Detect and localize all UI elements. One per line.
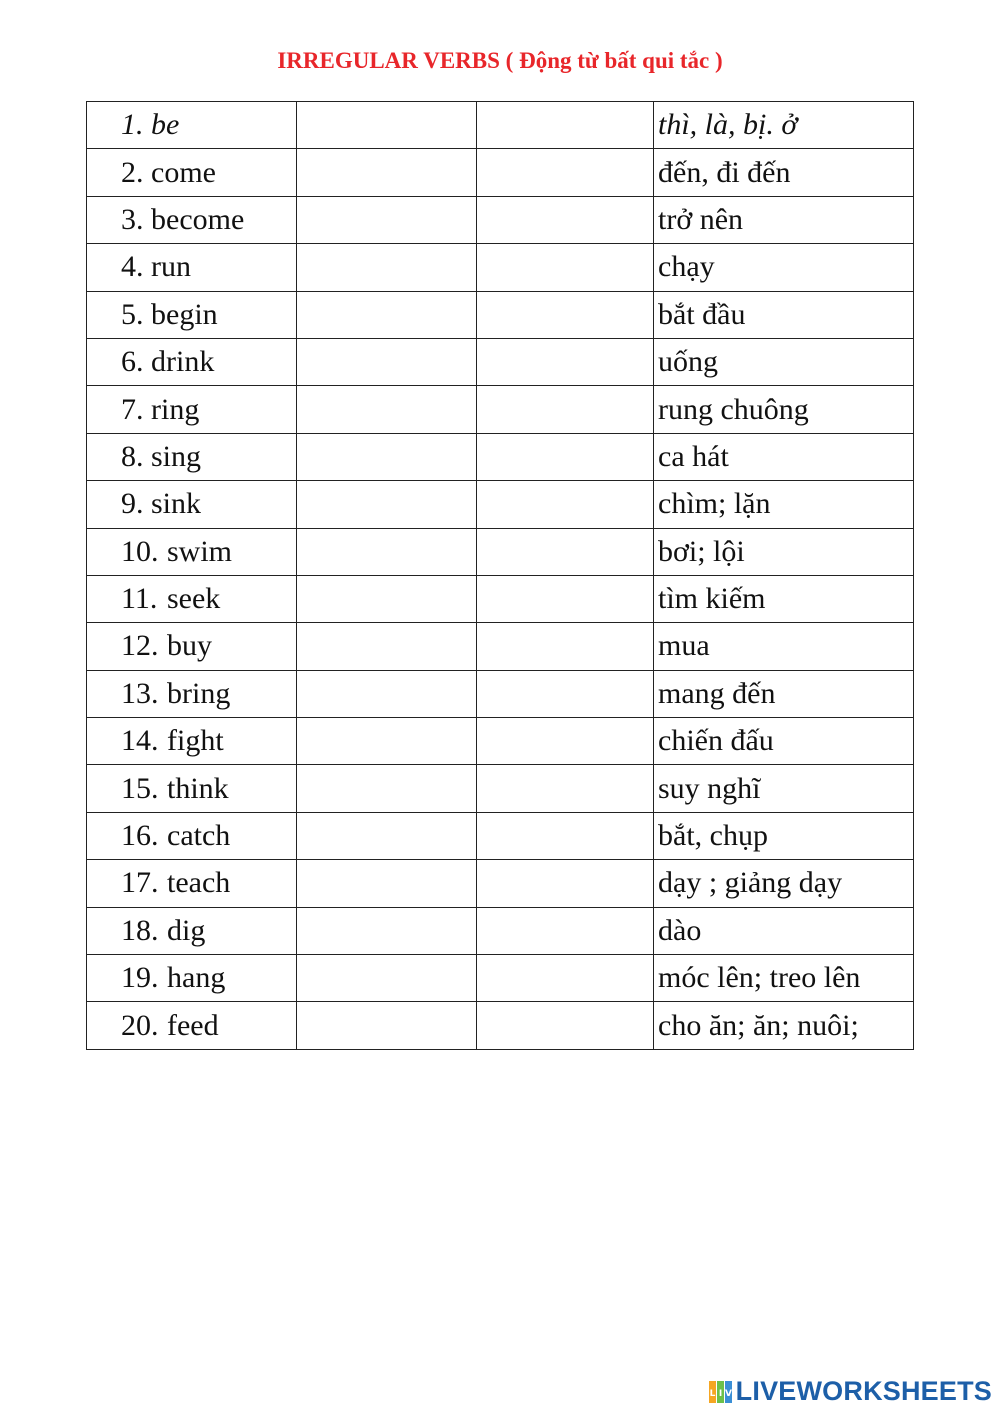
meaning-cell: bắt, chụp (654, 812, 914, 859)
past-simple-answer-cell[interactable] (297, 1002, 477, 1049)
past-participle-answer-cell[interactable] (477, 860, 654, 907)
base-verb: teach (167, 866, 231, 900)
liveworksheets-logo-icon (708, 1379, 734, 1405)
table-row (87, 386, 914, 433)
verb-cell (87, 433, 297, 480)
table-row (87, 718, 914, 765)
verb-cell (87, 481, 297, 528)
table-row (87, 670, 914, 717)
verb-cell (87, 386, 297, 433)
row-number: 16. (121, 819, 159, 853)
verb-cell (87, 860, 297, 907)
past-simple-answer-cell[interactable] (297, 528, 477, 575)
past-simple-answer-cell[interactable] (297, 244, 477, 291)
base-verb: sing (151, 439, 202, 473)
verb-cell (87, 812, 297, 859)
brand-footer (708, 1376, 992, 1407)
meaning-cell: bắt đầu (654, 291, 914, 338)
base-verb: buy (167, 629, 212, 663)
svg-text:L: L (709, 1388, 716, 1399)
verb-cell (87, 102, 297, 149)
verb-cell (87, 1002, 297, 1049)
past-participle-answer-cell[interactable] (477, 102, 654, 149)
past-simple-answer-cell[interactable] (297, 196, 477, 243)
verbs-table-body (87, 102, 914, 1050)
meaning-cell: trở nên (654, 196, 914, 243)
verb-cell (87, 623, 297, 670)
past-participle-answer-cell[interactable] (477, 386, 654, 433)
meaning-cell: thì, là, bị. ở (654, 102, 914, 149)
verb-cell (87, 718, 297, 765)
row-number: 14. (121, 724, 159, 758)
base-verb: fight (167, 724, 224, 758)
past-participle-answer-cell[interactable] (477, 1002, 654, 1049)
meaning-cell: cho ăn; ăn; nuôi; (654, 1002, 914, 1049)
verbs-table (86, 101, 914, 1050)
base-verb: begin (151, 297, 218, 331)
meaning-cell: mua (654, 623, 914, 670)
row-number: 13. (121, 676, 159, 710)
base-verb: catch (167, 819, 231, 853)
table-row (87, 907, 914, 954)
past-participle-answer-cell[interactable] (477, 528, 654, 575)
verb-cell (87, 575, 297, 622)
past-participle-answer-cell[interactable] (477, 481, 654, 528)
row-number: 10. (121, 534, 159, 568)
past-simple-answer-cell[interactable] (297, 102, 477, 149)
base-verb: drink (151, 345, 215, 379)
row-number: 20. (121, 1008, 159, 1042)
table-row (87, 812, 914, 859)
row-number: 8. (121, 439, 144, 473)
meaning-cell: dào (654, 907, 914, 954)
base-verb: feed (167, 1008, 219, 1042)
past-participle-answer-cell[interactable] (477, 433, 654, 480)
verb-cell (87, 196, 297, 243)
meaning-cell: đến, đi đến (654, 149, 914, 196)
table-row (87, 623, 914, 670)
past-participle-answer-cell[interactable] (477, 196, 654, 243)
verb-cell (87, 670, 297, 717)
table-row (87, 338, 914, 385)
table-row (87, 102, 914, 149)
past-simple-answer-cell[interactable] (297, 907, 477, 954)
table-row (87, 765, 914, 812)
meaning-cell: chiến đấu (654, 718, 914, 765)
base-verb: ring (151, 392, 200, 426)
base-verb: be (151, 108, 180, 142)
row-number: 19. (121, 961, 159, 995)
verb-cell (87, 149, 297, 196)
past-simple-answer-cell[interactable] (297, 575, 477, 622)
table-row (87, 575, 914, 622)
verb-cell (87, 338, 297, 385)
past-participle-answer-cell[interactable] (477, 244, 654, 291)
past-participle-answer-cell[interactable] (477, 670, 654, 717)
row-number: 12. (121, 629, 159, 663)
past-participle-answer-cell[interactable] (477, 149, 654, 196)
past-participle-answer-cell[interactable] (477, 575, 654, 622)
row-number: 4. (121, 250, 144, 284)
svg-text:V: V (724, 1388, 732, 1399)
past-simple-answer-cell[interactable] (297, 765, 477, 812)
row-number: 9. (121, 487, 144, 521)
table-row (87, 196, 914, 243)
row-number: 1. (121, 108, 144, 142)
meaning-cell: móc lên; treo lên (654, 955, 914, 1002)
past-participle-answer-cell[interactable] (477, 955, 654, 1002)
past-simple-answer-cell[interactable] (297, 386, 477, 433)
past-simple-answer-cell[interactable] (297, 481, 477, 528)
row-number: 3. (121, 202, 144, 236)
meaning-cell: ca hát (654, 433, 914, 480)
meaning-cell: chìm; lặn (654, 481, 914, 528)
table-row (87, 149, 914, 196)
base-verb: run (151, 250, 191, 284)
base-verb: sink (151, 487, 202, 521)
row-number: 2. (121, 155, 144, 189)
base-verb: bring (167, 676, 231, 710)
past-participle-answer-cell[interactable] (477, 907, 654, 954)
base-verb: swim (167, 534, 233, 568)
past-participle-answer-cell[interactable] (477, 338, 654, 385)
table-row (87, 481, 914, 528)
verb-cell (87, 955, 297, 1002)
table-row (87, 955, 914, 1002)
row-number: 18. (121, 913, 159, 947)
past-simple-answer-cell[interactable] (297, 623, 477, 670)
base-verb: dig (167, 913, 206, 947)
verb-cell (87, 907, 297, 954)
meaning-cell: suy nghĩ (654, 765, 914, 812)
past-simple-answer-cell[interactable] (297, 670, 477, 717)
svg-text:I: I (718, 1388, 722, 1399)
past-simple-answer-cell[interactable] (297, 812, 477, 859)
table-row (87, 433, 914, 480)
meaning-cell: mang đến (654, 670, 914, 717)
meaning-cell: rung chuông (654, 386, 914, 433)
meaning-cell: uống (654, 338, 914, 385)
row-number: 17. (121, 866, 159, 900)
past-simple-answer-cell[interactable] (297, 291, 477, 338)
table-row (87, 860, 914, 907)
past-participle-answer-cell[interactable] (477, 765, 654, 812)
verb-cell (87, 291, 297, 338)
verb-cell (87, 528, 297, 575)
verb-cell (87, 244, 297, 291)
row-number: 5. (121, 297, 144, 331)
table-row (87, 244, 914, 291)
past-simple-answer-cell[interactable] (297, 433, 477, 480)
base-verb: hang (167, 961, 226, 995)
row-number: 11. (121, 582, 158, 616)
past-simple-answer-cell[interactable] (297, 860, 477, 907)
page-title: IRREGULAR VERBS ( Động từ bất qui tắc ) (277, 48, 723, 73)
past-simple-answer-cell[interactable] (297, 149, 477, 196)
table-row (87, 291, 914, 338)
verb-cell (87, 765, 297, 812)
past-participle-answer-cell[interactable] (477, 291, 654, 338)
brand-text: LIVEWORKSHEETS (735, 1376, 992, 1406)
table-row (87, 528, 914, 575)
past-simple-answer-cell[interactable] (297, 718, 477, 765)
past-participle-answer-cell[interactable] (477, 718, 654, 765)
past-simple-answer-cell[interactable] (297, 338, 477, 385)
meaning-cell: dạy ; giảng dạy (654, 860, 914, 907)
meaning-cell: tìm kiếm (654, 575, 914, 622)
row-number: 15. (121, 771, 159, 805)
base-verb: become (151, 202, 245, 236)
meaning-cell: chạy (654, 244, 914, 291)
row-number: 6. (121, 345, 144, 379)
past-simple-answer-cell[interactable] (297, 955, 477, 1002)
past-participle-answer-cell[interactable] (477, 623, 654, 670)
base-verb: come (151, 155, 216, 189)
row-number: 7. (121, 392, 144, 426)
past-participle-answer-cell[interactable] (477, 812, 654, 859)
base-verb: seek (167, 582, 221, 616)
base-verb: think (167, 771, 229, 805)
table-row (87, 1002, 914, 1049)
meaning-cell: bơi; lội (654, 528, 914, 575)
